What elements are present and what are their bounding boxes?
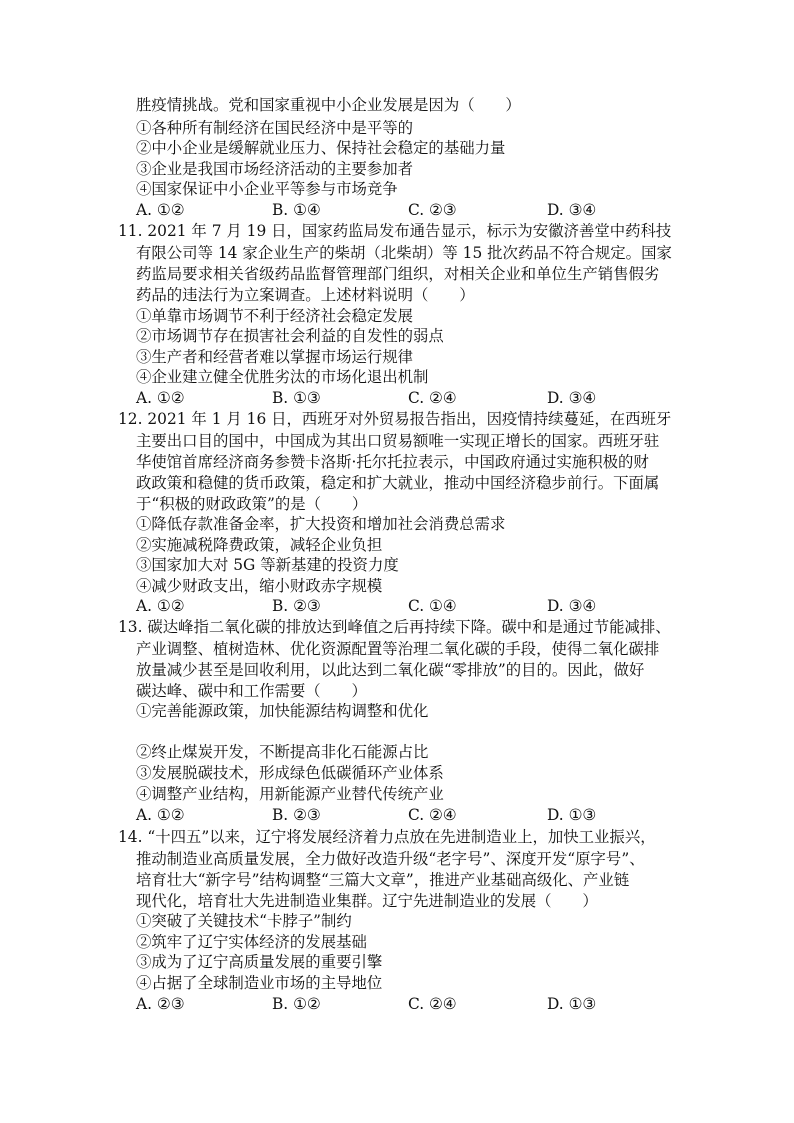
question-stem-line: 药品的违法行为立案调查。上述材料说明（ ） [136,286,475,304]
statement-item: ②筑牢了辽宁实体经济的发展基础 [136,933,367,951]
option-b: B. ①④ [272,201,321,219]
question-stem-line: 14. “十四五”以来，辽宁将发展经济着力点放在先进制造业上，加快工业振兴， [118,828,656,846]
statement-item: ②市场调节存在损害社会利益的自发性的弱点 [136,327,444,345]
statement-item: ③发展脱碳技术，形成绿色低碳循环产业体系 [136,764,444,782]
statement-item: ④企业建立健全优胜劣汰的市场化退出机制 [136,368,429,386]
statement-item: ①突破了关键技术“卡脖子”制约 [136,912,352,930]
statement-item: ②中小企业是缓解就业压力、保持社会稳定的基础力量 [136,139,506,157]
question-stem-line: 碳达峰、碳中和工作需要（ ） [136,682,367,700]
option-a: A. ②③ [136,995,185,1013]
answer-options [136,994,656,1014]
option-d: D. ③④ [547,201,597,219]
statement-item: ①各种所有制经济在国民经济中是平等的 [136,119,414,137]
question-stem-line: 培育壮大“新字号”结构调整“三篇大文章”，推进产业基础高级化、产业链 [136,871,630,889]
statement-item: ③生产者和经营者难以掌握市场运行规律 [136,348,414,366]
answer-options [136,596,656,616]
question-stem-line: 于“积极的财政政策”的是（ ） [136,495,368,513]
option-a: A. ①② [136,389,185,407]
question-stem-line: 胜疫情挑战。党和国家重视中小企业发展是因为（ ） [136,96,521,114]
statement-item: ③企业是我国市场经济活动的主要参加者 [136,160,414,178]
option-c: C. ②③ [408,201,457,219]
question-stem-line: 主要出口目的国中，中国成为其出口贸易额唯一实现正增长的国家。西班牙驻 [136,432,660,450]
statement-item: ④减少财政支出，缩小财政赤字规模 [136,577,383,595]
question-stem-line: 产业调整、植树造林、优化资源配置等治理二氧化碳的手段，使得二氧化碳排 [136,640,660,658]
option-d: D. ③④ [547,597,597,615]
question-stem-line: 12. 2021 年 1 月 16 日，西班牙对外贸易报告指出，因疫情持续蔓延，在西班牙 [118,410,672,428]
option-b: B. ①② [272,995,321,1013]
statement-item: ①完善能源政策，加快能源结构调整和优化 [136,702,429,720]
option-b: B. ②③ [272,806,321,824]
question-stem-line: 11. 2021 年 7 月 19 日，国家药监局发布通告显示，标示为安徽济善堂中药科技 [118,222,672,240]
statement-item: ②实施减税降费政策，减轻企业负担 [136,536,383,554]
option-c: C. ②④ [408,806,457,824]
question-stem-line: 现代化，培育壮大先进制造业集群。辽宁先进制造业的发展（ ） [136,892,598,910]
answer-options [136,388,656,408]
question-stem-line: 13. 碳达峰指二氧化碳的排放达到峰值之后再持续下降。碳中和是通过节能减排、 [118,618,671,636]
option-a: A. ①② [136,597,185,615]
option-d: D. ③④ [547,389,597,407]
statement-item: ④占据了全球制造业市场的主导地位 [136,974,383,992]
option-a: A. ①② [136,806,185,824]
question-stem-line: 药监局要求相关省级药品监督管理部门组织，对相关企业和单位生产销售假劣 [136,265,660,283]
option-a: A. ①② [136,201,185,219]
question-stem-line: 有限公司等 14 家企业生产的柴胡（北柴胡）等 15 批次药品不符合规定。国家 [136,244,672,262]
option-c: C. ①④ [408,597,457,615]
question-stem-line: 放量减少甚至是回收利用，以此达到二氧化碳“零排放”的目的。因此，做好 [136,661,645,679]
statement-item: ①降低存款准备金率，扩大投资和增加社会消费总需求 [136,515,506,533]
option-c: C. ②④ [408,995,457,1013]
statement-item: ④调整产业结构，用新能源产业替代传统产业 [136,785,444,803]
statement-item: ②终止煤炭开发，不断提高非化石能源占比 [136,743,429,761]
option-d: D. ①③ [547,806,597,824]
question-stem-line: 华使馆首席经济商务参赞卡洛斯·托尔托拉表示，中国政府通过实施积极的财 [136,453,649,471]
statement-item: ③国家加大对 5G 等新基建的投资力度 [136,556,399,574]
option-d: D. ①③ [547,995,597,1013]
statement-item: ④国家保证中小企业平等参与市场竞争 [136,180,398,198]
question-stem-line: 政政策和稳健的货币政策，稳定和扩大就业，推动中国经济稳步前行。下面属 [136,474,660,492]
option-c: C. ②④ [408,389,457,407]
answer-options [136,805,656,825]
statement-item: ③成为了辽宁高质量发展的重要引擎 [136,953,383,971]
option-b: B. ②③ [272,597,321,615]
answer-options [136,200,656,220]
statement-item: ①单靠市场调节不利于经济社会稳定发展 [136,307,414,325]
option-b: B. ①③ [272,389,321,407]
question-stem-line: 推动制造业高质量发展，全力做好改造升级“老字号”、深度开发“原字号”、 [136,850,645,868]
